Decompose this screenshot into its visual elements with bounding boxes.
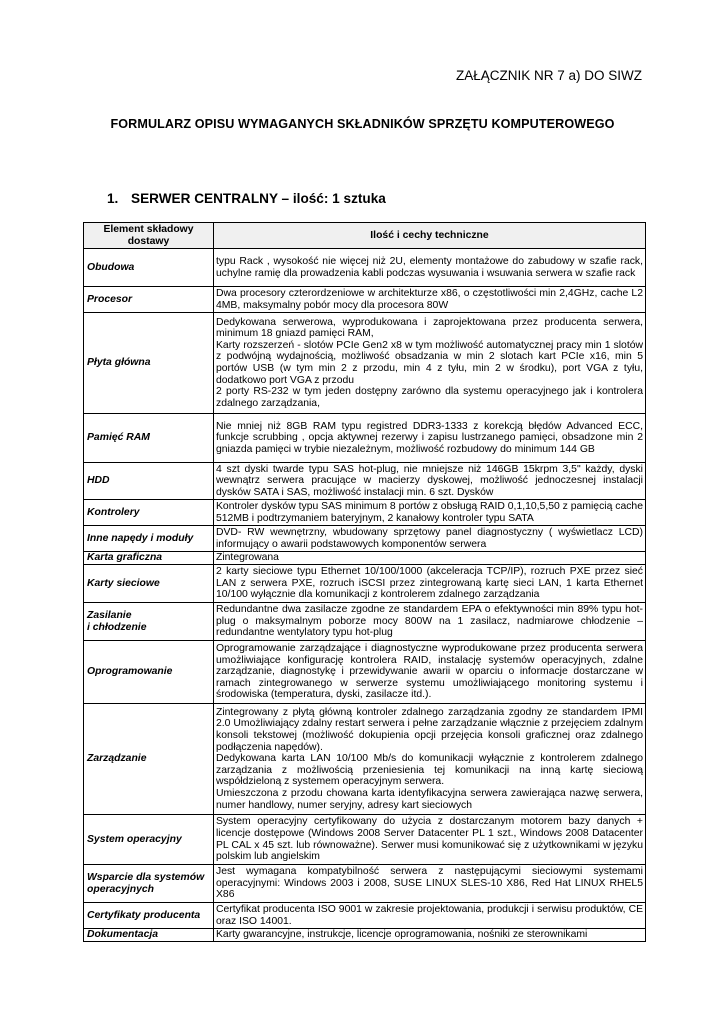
table-row — [84, 641, 646, 704]
table-row — [84, 249, 646, 287]
row-desc-kontrolery: Kontroler dysków typu SAS minimum 8 portów z obsługą RAID 0,1,10,5,50 z pamięcią cache 512MB i podtrzymaniem bateryjnym, 2 kanałowy kontroler typu SATA — [214, 500, 646, 526]
column-header-features: Ilość i cechy techniczne — [214, 223, 646, 249]
row-name-hdd: HDD — [84, 463, 214, 500]
row-name-system-operacyjny: System operacyjny — [84, 815, 214, 865]
row-name-inne-napedy: Inne napędy i moduły — [84, 526, 214, 552]
section-heading — [107, 191, 386, 206]
row-desc-wsparcie: Jest wymagana kompatybilność serwera z następującymi sieciowymi systemami operacyjnymi: Windows 2003 i 2008, SUSE LINUX SLES-10 X86, Red Hat LINUX RHEL5 X86 — [214, 865, 646, 903]
table-row — [84, 865, 646, 903]
row-desc-zarzadzanie: Zintegrowany z płytą główną kontroler zdalnego zarządzania zgodny ze standardem IPMI 2.0 Umożliwiający zdalny restart serwera i pełne zarządzanie włącznie z przejęciem zdalnym konsoli tekstowej (możliwość dokupienia opcji przejęcia konsoli graficznej oraz zdalnego podłączenia napędów). Dedykowana karta LAN 10/100 Mb/s do komunikacji wyłącznie z kontrolerem zdalnego zarządzania z możliwością przeniesienia tej komunikacji na inną kartę sieciową współdzieloną z systemem operacyjnym serwera. Umieszczona z przodu chowana karta identyfikacyjna serwera zawierająca nazwę serwera, numer handlowy, numer seryjny, adresy kart sieciowych — [214, 704, 646, 815]
row-desc-karta-graficzna: Zintegrowana — [214, 552, 646, 565]
row-name-karta-graficzna: Karta graficzna — [84, 552, 214, 565]
section-number: 1. — [107, 191, 119, 206]
row-desc-oprogramowanie: Oprogramowanie zarządzające i diagnostyczne wyprodukowane przez producenta serwera umożliwiające konfigurację kontrolera RAID, instalację systemów operacyjnych, zdalne zarządzanie, diagnostykę i przewidywanie awarii w oparciu o informacje dostarczane w ramach zintegrowanego w serwerze systemu umożliwiającego monitoring systemu i środowiska (temperatura, dyski, zasilacze itd.). — [214, 641, 646, 704]
row-desc-hdd: 4 szt dyski twarde typu SAS hot-plug, nie mniejsze niż 146GB 15krpm 3,5" każdy, dyski wewnątrz serwera pracujące w macierzy dyskowej, możliwość jednoczesnej instalacji dysków SATA i SAS, możliwość instalacji min. 6 szt. Dysków — [214, 463, 646, 500]
row-desc-dokumentacja: Karty gwarancyjne, instrukcje, licencje oprogramowania, nośniki ze sterownikami — [214, 929, 646, 942]
row-desc-plyta-glowna: Dedykowana serwerowa, wyprodukowana i zaprojektowana przez producenta serwera, minimum 18 gniazd pamięci RAM, Karty rozszerzeń - slotów PCIe Gen2 x8 w tym możliwość automatycznej pracy min 1 slotów z podwójną wydajnością, możliwość obsadzania w min 2 slotach kart PCIe x16, min 5 portów USB (w tym min 2 z przodu, min 4 z tyłu, min 2 w środku), port VGA z tyłu, dodatkowo port VGA z przodu 2 porty RS-232 w tym jeden dostępny zarówno dla systemu operacyjnego jak i kontrolera zdalnego zarządzania, — [214, 313, 646, 414]
specification-table — [83, 222, 646, 942]
table-row — [84, 929, 646, 942]
table-row — [84, 287, 646, 313]
row-desc-pamiec-ram: Nie mniej niż 8GB RAM typu registred DDR3-1333 z korekcją błędów Advanced ECC, funkcje scrubbing , opcja aktywnej rezerwy i zapisu lustrzanego pamięci, obsadzone min 2 gniazda pamięci w trybie niezależnym, możliwość rozbudowy do minimum 144 GB — [214, 414, 646, 463]
row-name-dokumentacja: Dokumentacja — [84, 929, 214, 942]
row-name-zarzadzanie: Zarządzanie — [84, 704, 214, 815]
row-desc-certyfikaty: Certyfikat producenta ISO 9001 w zakresie projektowania, produkcji i serwisu produktów, CE oraz ISO 14001. — [214, 903, 646, 929]
table-row — [84, 313, 646, 414]
row-name-kontrolery: Kontrolery — [84, 500, 214, 526]
table-row — [84, 815, 646, 865]
row-name-pamiec-ram: Pamięć RAM — [84, 414, 214, 463]
column-header-element: Element składowy dostawy — [84, 223, 214, 249]
row-desc-inne-napedy: DVD- RW wewnętrzny, wbudowany sprzętowy panel diagnostyczny ( wyświetlacz LCD) informujący o awarii podstawowych komponentów serwera — [214, 526, 646, 552]
row-name-plyta-glowna: Płyta główna — [84, 313, 214, 414]
table-row — [84, 526, 646, 552]
attachment-label: ZAŁĄCZNIK NR 7 a) DO SIWZ — [455, 68, 642, 83]
row-name-certyfikaty: Certyfikaty producenta — [84, 903, 214, 929]
row-name-zasilanie: Zasilanie i chłodzenie — [84, 603, 214, 641]
row-name-karty-sieciowe: Karty sieciowe — [84, 565, 214, 603]
row-name-wsparcie: Wsparcie dla systemów operacyjnych — [84, 865, 214, 903]
section-label: SERWER CENTRALNY – ilość: 1 sztuka — [131, 191, 386, 206]
table-row — [84, 552, 646, 565]
table-row — [84, 903, 646, 929]
page-title: FORMULARZ OPISU WYMAGANYCH SKŁADNIKÓW SPRZĘTU KOMPUTEROWEGO — [110, 117, 615, 131]
row-desc-obudowa: typu Rack , wysokość nie więcej niż 2U, elementy montażowe do zabudowy w szafie rack, uchylne ramię dla prowadzenia kabli podczas wysuwania i wsuwania serwera w szafie rack — [214, 249, 646, 287]
table-row — [84, 565, 646, 603]
table-row — [84, 500, 646, 526]
table-row — [84, 414, 646, 463]
table-row — [84, 704, 646, 815]
row-desc-zasilanie: Redundantne dwa zasilacze zgodne ze standardem EPA o efektywności min 89% typu hot-plug o maksymalnym poborze mocy 800W na 1 zasilacz, nadmiarowe chłodzenie – redundantne wentylatory typu hot-plug — [214, 603, 646, 641]
row-name-obudowa: Obudowa — [84, 249, 214, 287]
row-desc-procesor: Dwa procesory czterordzeniowe w architekturze x86, o częstotliwości min 2,4GHz, cache L2 4MB, maksymalny pobór mocy dla procesora 80W — [214, 287, 646, 313]
row-name-procesor: Procesor — [84, 287, 214, 313]
row-desc-system-operacyjny: System operacyjny certyfikowany do użycia z dostarczanym motorem bazy danych + licencje dostępowe (Windows 2008 Server Datacenter PL 1 szt., Windows 2008 Datacenter PL CAL x 45 szt. lub równoważne). Serwer musi komunikować się z użytkownikami w języku polskim lub angielskim — [214, 815, 646, 865]
row-name-oprogramowanie: Oprogramowanie — [84, 641, 214, 704]
table-row — [84, 603, 646, 641]
table-row — [84, 463, 646, 500]
row-desc-karty-sieciowe: 2 karty sieciowe typu Ethernet 10/100/1000 (akceleracja TCP/IP), rozruch PXE przez sieć LAN z serwera PXE, rozruch iSCSI przez zintegrowaną kartę sieci LAN, 1 karta Ethernet 10/100 wyłącznie dla komunikacji z kontrolerem zdalnego zarządzania — [214, 565, 646, 603]
table-header-row — [84, 223, 646, 249]
